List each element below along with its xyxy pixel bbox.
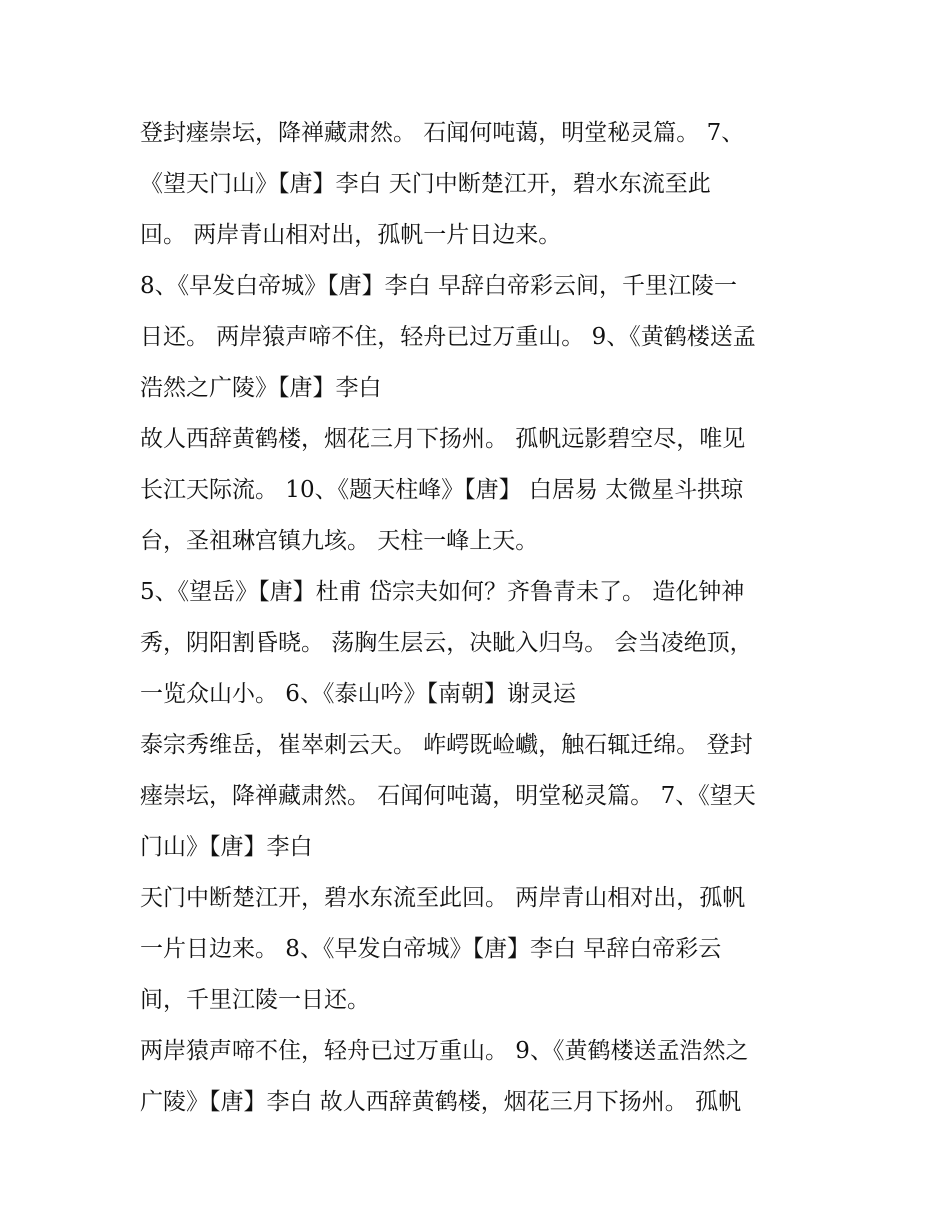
- text-line: 浩然之广陵》【唐】李白: [140, 375, 382, 401]
- text-line: 回。 两岸青山相对出，孤帆一片日边来。: [140, 222, 562, 248]
- text-line: 秀，阴阳割昏晓。 荡胸生层云，决眦入归鸟。 会当凌绝顶，: [140, 630, 753, 656]
- text-line: 广陵》【唐】李白 故人西辞黄鹤楼，烟花三月下扬州。 孤帆: [140, 1089, 742, 1115]
- text-line: 《望天门山》【唐】李白 天门中断楚江开，碧水东流至此: [140, 171, 711, 197]
- text-line: 泰宗秀维岳，崔崒刺云天。 岞崿既崄巇，触石辄迁绵。 登封: [140, 732, 753, 758]
- text-line: 台，圣祖琳宫镇九垓。 天柱一峰上天。: [140, 528, 539, 554]
- text-line: 瘗崇坛，降禅藏肃然。 石闻何吨蔼，明堂秘灵篇。 7、《望天: [140, 783, 756, 809]
- text-line: 门山》【唐】李白: [140, 834, 313, 860]
- text-line: 两岸猿声啼不住，轻舟已过万重山。 9、《黄鹤楼送孟浩然之: [140, 1038, 749, 1064]
- text-line: 日还。 两岸猿声啼不住，轻舟已过万重山。 9、《黄鹤楼送孟: [140, 324, 756, 350]
- text-line: 间，千里江陵一日还。: [140, 987, 370, 1013]
- text-line: 一览众山小。 6、《泰山吟》【南朝】谢灵运: [140, 681, 576, 707]
- text-line: 长江天际流。 10、《题天柱峰》【唐】 白居易 太微星斗拱琼: [140, 477, 744, 503]
- text-line: 一片日边来。 8、《早发白帝城》【唐】李白 早辞白帝彩云: [140, 936, 722, 962]
- text-line: 8、《早发白帝城》【唐】李白 早辞白帝彩云间，千里江陵一: [140, 273, 737, 299]
- text-line: 5、《望岳》【唐】杜甫 岱宗夫如何？齐鲁青未了。 造化钟神: [140, 579, 745, 605]
- text-line: 登封瘗崇坛，降禅藏肃然。 石闻何吨蔼，明堂秘灵篇。 7、: [140, 120, 745, 146]
- text-line: 天门中断楚江开，碧水东流至此回。 两岸青山相对出，孤帆: [140, 885, 746, 911]
- text-line: 故人西辞黄鹤楼，烟花三月下扬州。 孤帆远影碧空尽，唯见: [140, 426, 746, 452]
- body-text: [140, 108, 820, 1128]
